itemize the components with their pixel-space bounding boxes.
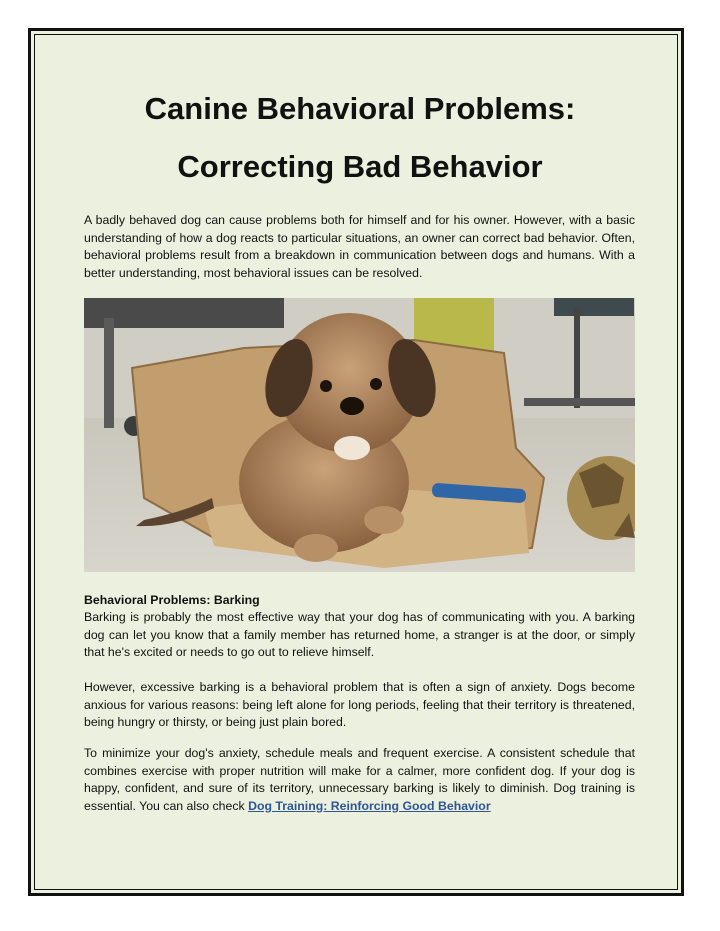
barking-paragraph-1: Barking is probably the most effective way that your dog has of communicating with you. A barking dog can let you know that a family member has returned home, a stranger is at the door, or simply that he's excited or needs to go out to relieve himself.	[84, 610, 635, 660]
section-heading-barking: Behavioral Problems: Barking	[84, 593, 260, 607]
puppy-in-box-photo	[84, 298, 635, 572]
barking-paragraph-3-text: To minimize your dog's anxiety, schedule meals and frequent exercise. A consistent schedule that combines exercise with proper nutrition will make for a calmer, more confident dog. If your dog is happy, confident, and sure of its territory, unnecessary barking is likely to diminish. Dog training is essential. You can also check	[84, 746, 635, 813]
barking-paragraph-2: However, excessive barking is a behavioral problem that is often a sign of anxiety. Dogs become anxious for various reasons: being left alone for long periods, feeling that their territory is threatened, being hungry or thirsty, or being just plain bored.	[84, 680, 635, 730]
intro-paragraph: A badly behaved dog can cause problems both for himself and for his owner. However, with a basic understanding of how a dog reacts to particular situations, an owner can correct bad behavior. Often, behavioral problems result from a breakdown in communication between dogs and humans. With a better understanding, most behavioral issues can be resolved.	[84, 213, 635, 280]
dog-training-link[interactable]: Dog Training: Reinforcing Good Behavior	[248, 798, 491, 813]
barking-paragraph-3	[84, 745, 635, 815]
title-line-2: Correcting Bad Behavior	[177, 149, 543, 184]
page-title	[40, 80, 680, 196]
title-line-1: Canine Behavioral Problems:	[144, 91, 576, 126]
